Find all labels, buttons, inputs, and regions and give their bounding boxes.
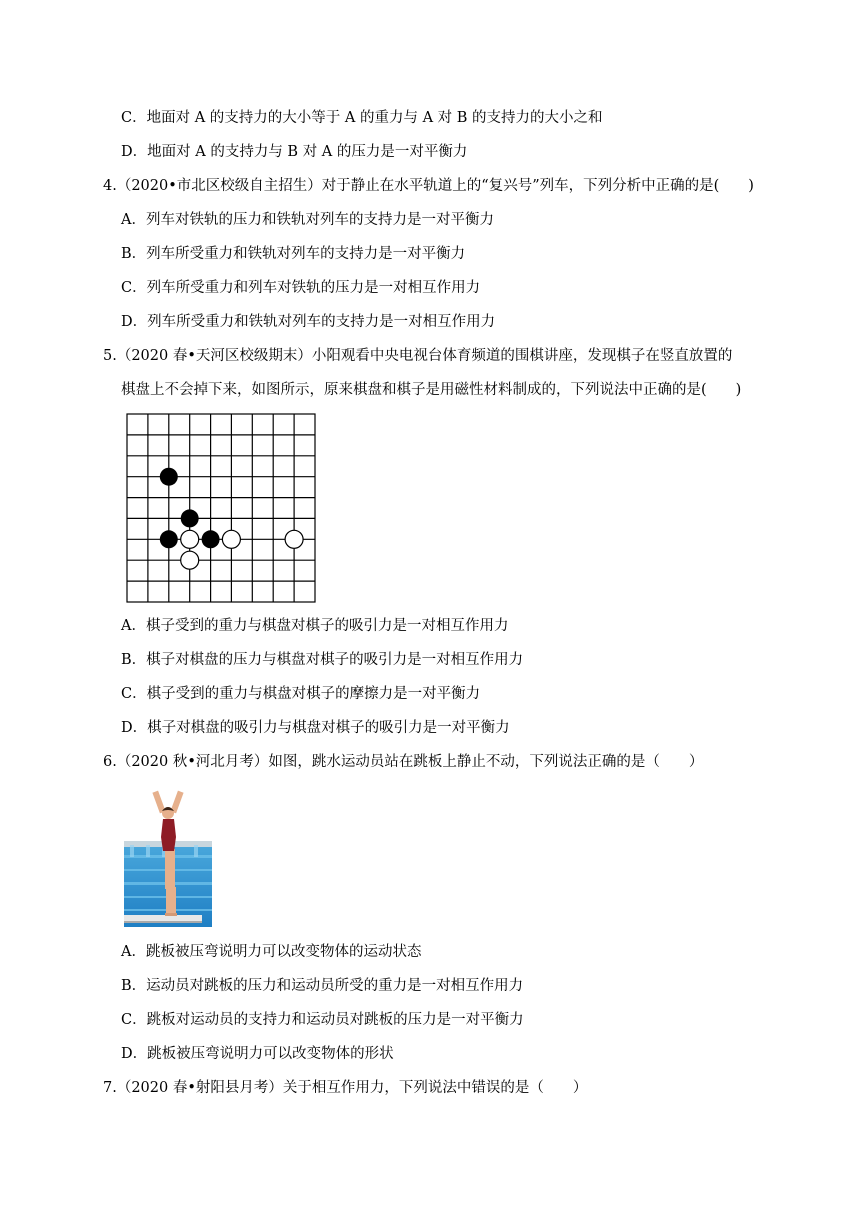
q5-option-d: D．棋子对棋盘的吸引力与棋盘对棋子的吸引力是一对平衡力 xyxy=(121,720,510,736)
white-stone xyxy=(222,530,240,548)
diver-photo xyxy=(124,785,212,927)
q6-option-a: A．跳板被压弯说明力可以改变物体的运动状态 xyxy=(121,944,422,960)
black-stone xyxy=(160,530,178,548)
black-stone xyxy=(181,509,199,527)
q4-option-b: B．列车所受重力和铁轨对列车的支持力是一对平衡力 xyxy=(121,246,466,262)
q4-option-d: D．列车所受重力和铁轨对列车的支持力是一对相互作用力 xyxy=(121,314,496,330)
q4-option-a: A．列车对铁轨的压力和铁轨对列车的支持力是一对平衡力 xyxy=(121,212,494,228)
q3-option-d: D．地面对 A 的支持力与 B 对 A 的压力是一对平衡力 xyxy=(121,144,468,160)
q5-option-b: B．棋子对棋盘的压力与棋盘对棋子的吸引力是一对相互作用力 xyxy=(121,652,524,668)
q5-stem-line2: 棋盘上不会掉下来，如图所示，原来棋盘和棋子是用磁性材料制成的，下列说法中正确的是( ) xyxy=(121,382,742,398)
q4-stem: 4.（2020•市北区校级自主招生）对于静止在水平轨道上的“复兴号”列车，下列分析中正确的是( ) xyxy=(103,178,754,194)
white-stone xyxy=(181,551,199,569)
white-stone xyxy=(285,530,303,548)
black-stone xyxy=(202,530,220,548)
q6-stem: 6.（2020 秋•河北月考）如图，跳水运动员站在跳板上静止不动，下列说法正确的是（ ） xyxy=(103,754,704,770)
q5-option-c: C．棋子受到的重力与棋盘对棋子的摩擦力是一对平衡力 xyxy=(121,686,481,702)
q3-option-c: C．地面对 A 的支持力的大小等于 A 的重力与 A 对 B 的支持力的大小之和 xyxy=(121,110,603,126)
q4-option-c: C．列车所受重力和列车对铁轨的压力是一对相互作用力 xyxy=(121,280,481,296)
q6-option-b: B．运动员对跳板的压力和运动员所受的重力是一对相互作用力 xyxy=(121,978,524,994)
black-stone xyxy=(160,468,178,486)
q5-option-a: A．棋子受到的重力与棋盘对棋子的吸引力是一对相互作用力 xyxy=(121,618,509,634)
q6-option-c: C．跳板对运动员的支持力和运动员对跳板的压力是一对平衡力 xyxy=(121,1012,524,1028)
q7-stem: 7.（2020 春•射阳县月考）关于相互作用力，下列说法中错误的是（ ） xyxy=(103,1080,588,1096)
q5-stem-line1: 5.（2020 春•天河区校级期末）小阳观看中央电视台体育频道的围棋讲座，发现棋子在竖直放置的 xyxy=(103,348,733,364)
white-stone xyxy=(181,530,199,548)
q6-option-d: D．跳板被压弯说明力可以改变物体的形状 xyxy=(121,1046,394,1062)
go-board-figure xyxy=(126,413,316,603)
